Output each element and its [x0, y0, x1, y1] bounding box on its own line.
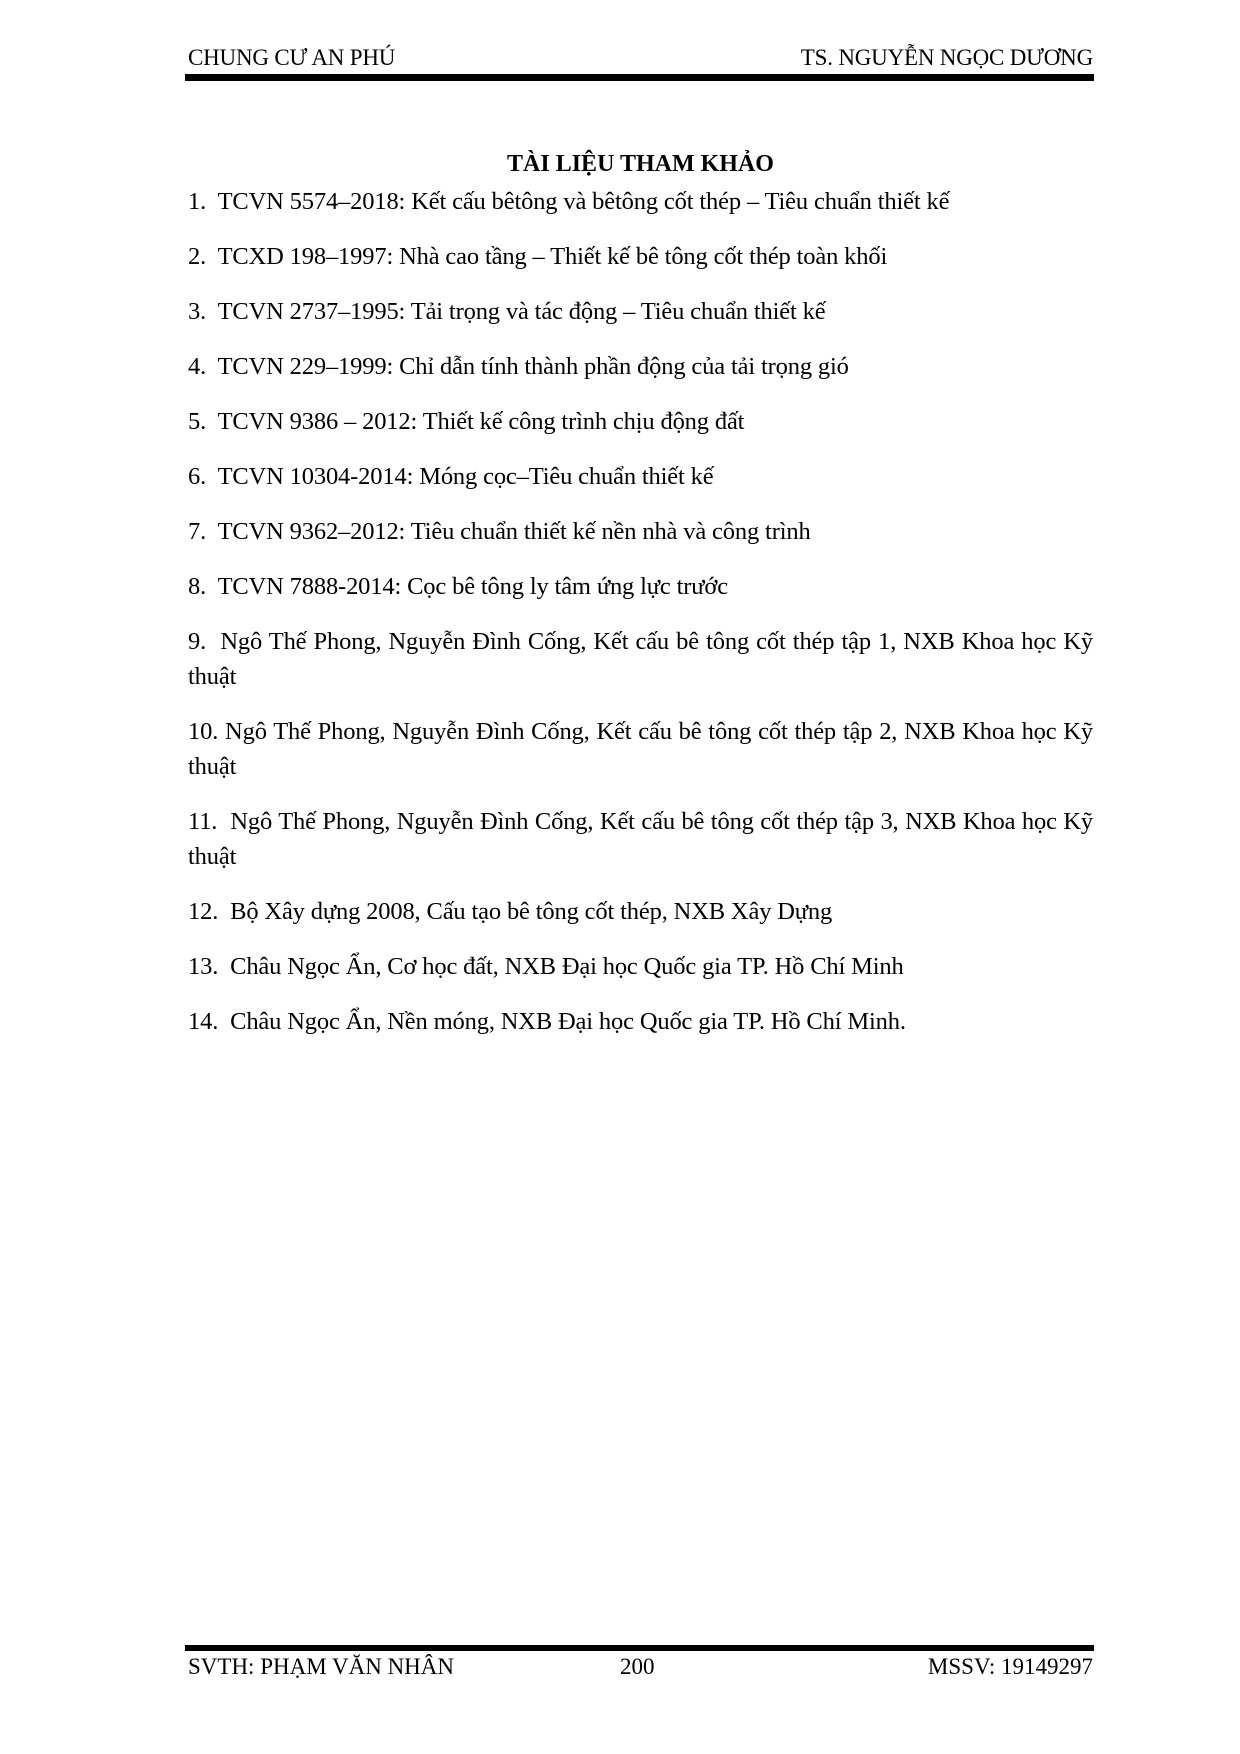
reference-text: Châu Ngọc Ẩn, Cơ học đất, NXB Đại học Quốc gia TP. Hồ Chí Minh [230, 953, 904, 980]
reference-list [188, 184, 1093, 1059]
reference-item [188, 569, 1093, 604]
reference-number: 2. [188, 243, 207, 270]
page-header [188, 44, 1093, 72]
reference-text: Ngô Thế Phong, Nguyễn Đình Cống, Kết cấu bê tông cốt thép tập 3, NXB Khoa học Kỹ thuật [188, 808, 1093, 870]
header-rule [185, 74, 1094, 81]
reference-text: TCVN 9362–2012: Tiêu chuẩn thiết kế nền nhà và công trình [217, 518, 811, 545]
reference-number: 4. [188, 353, 207, 380]
reference-item [188, 459, 1093, 494]
reference-number: 6. [188, 463, 207, 490]
reference-item [188, 714, 1093, 784]
reference-item [188, 894, 1093, 929]
reference-text: TCVN 7888-2014: Cọc bê tông ly tâm ứng lực trước [217, 573, 728, 600]
reference-text: Ngô Thế Phong, Nguyễn Đình Cống, Kết cấu bê tông cốt thép tập 2, NXB Khoa học Kỹ thuật [188, 718, 1093, 780]
reference-number: 9. [188, 628, 207, 655]
reference-number: 1. [188, 188, 207, 215]
reference-number: 13. [188, 953, 219, 980]
page-title: TÀI LIỆU THAM KHẢO [507, 151, 774, 177]
reference-text: Ngô Thế Phong, Nguyễn Đình Cống, Kết cấu bê tông cốt thép tập 1, NXB Khoa học Kỹ thuật [188, 628, 1094, 690]
footer-rule [185, 1645, 1094, 1651]
reference-number: 8. [188, 573, 207, 600]
reference-text: TCVN 5574–2018: Kết cấu bêtông và bêtông cốt thép – Tiêu chuẩn thiết kế [217, 188, 950, 215]
reference-number: 5. [188, 408, 207, 435]
reference-item [188, 404, 1093, 439]
page-footer [188, 1652, 1093, 1682]
reference-item [188, 804, 1093, 874]
reference-number: 14. [188, 1008, 219, 1035]
reference-text: TCVN 2737–1995: Tải trọng và tác động – Tiêu chuẩn thiết kế [217, 298, 826, 325]
reference-item [188, 294, 1093, 329]
reference-item [188, 514, 1093, 549]
reference-text: Bộ Xây dựng 2008, Cấu tạo bê tông cốt thép, NXB Xây Dựng [230, 898, 833, 925]
reference-item [188, 624, 1093, 694]
reference-text: TCVN 9386 – 2012: Thiết kế công trình chịu động đất [217, 408, 745, 435]
header-project-name: CHUNG CƯ AN PHÚ [188, 45, 396, 70]
footer-student-name: SVTH: PHẠM VĂN NHÂN [188, 1654, 455, 1679]
header-advisor-name: TS. NGUYỄN NGỌC DƯƠNG [800, 45, 1093, 70]
reference-item [188, 949, 1093, 984]
reference-number: 11. [188, 808, 218, 835]
page-number: 200 [620, 1654, 655, 1679]
reference-number: 10. [188, 718, 219, 745]
reference-item [188, 349, 1093, 384]
reference-number: 3. [188, 298, 207, 325]
reference-text: TCVN 229–1999: Chỉ dẫn tính thành phần động của tải trọng gió [217, 353, 849, 380]
reference-item [188, 1004, 1093, 1039]
reference-text: TCVN 10304-2014: Móng cọc–Tiêu chuẩn thiết kế [217, 463, 714, 490]
reference-number: 12. [188, 898, 219, 925]
reference-text: TCXD 198–1997: Nhà cao tầng – Thiết kế bê tông cốt thép toàn khối [217, 243, 888, 270]
footer-student-id: MSSV: 19149297 [927, 1654, 1093, 1679]
reference-number: 7. [188, 518, 207, 545]
reference-item [188, 239, 1093, 274]
reference-text: Châu Ngọc Ẩn, Nền móng, NXB Đại học Quốc gia TP. Hồ Chí Minh. [230, 1008, 906, 1035]
reference-item [188, 184, 1093, 219]
